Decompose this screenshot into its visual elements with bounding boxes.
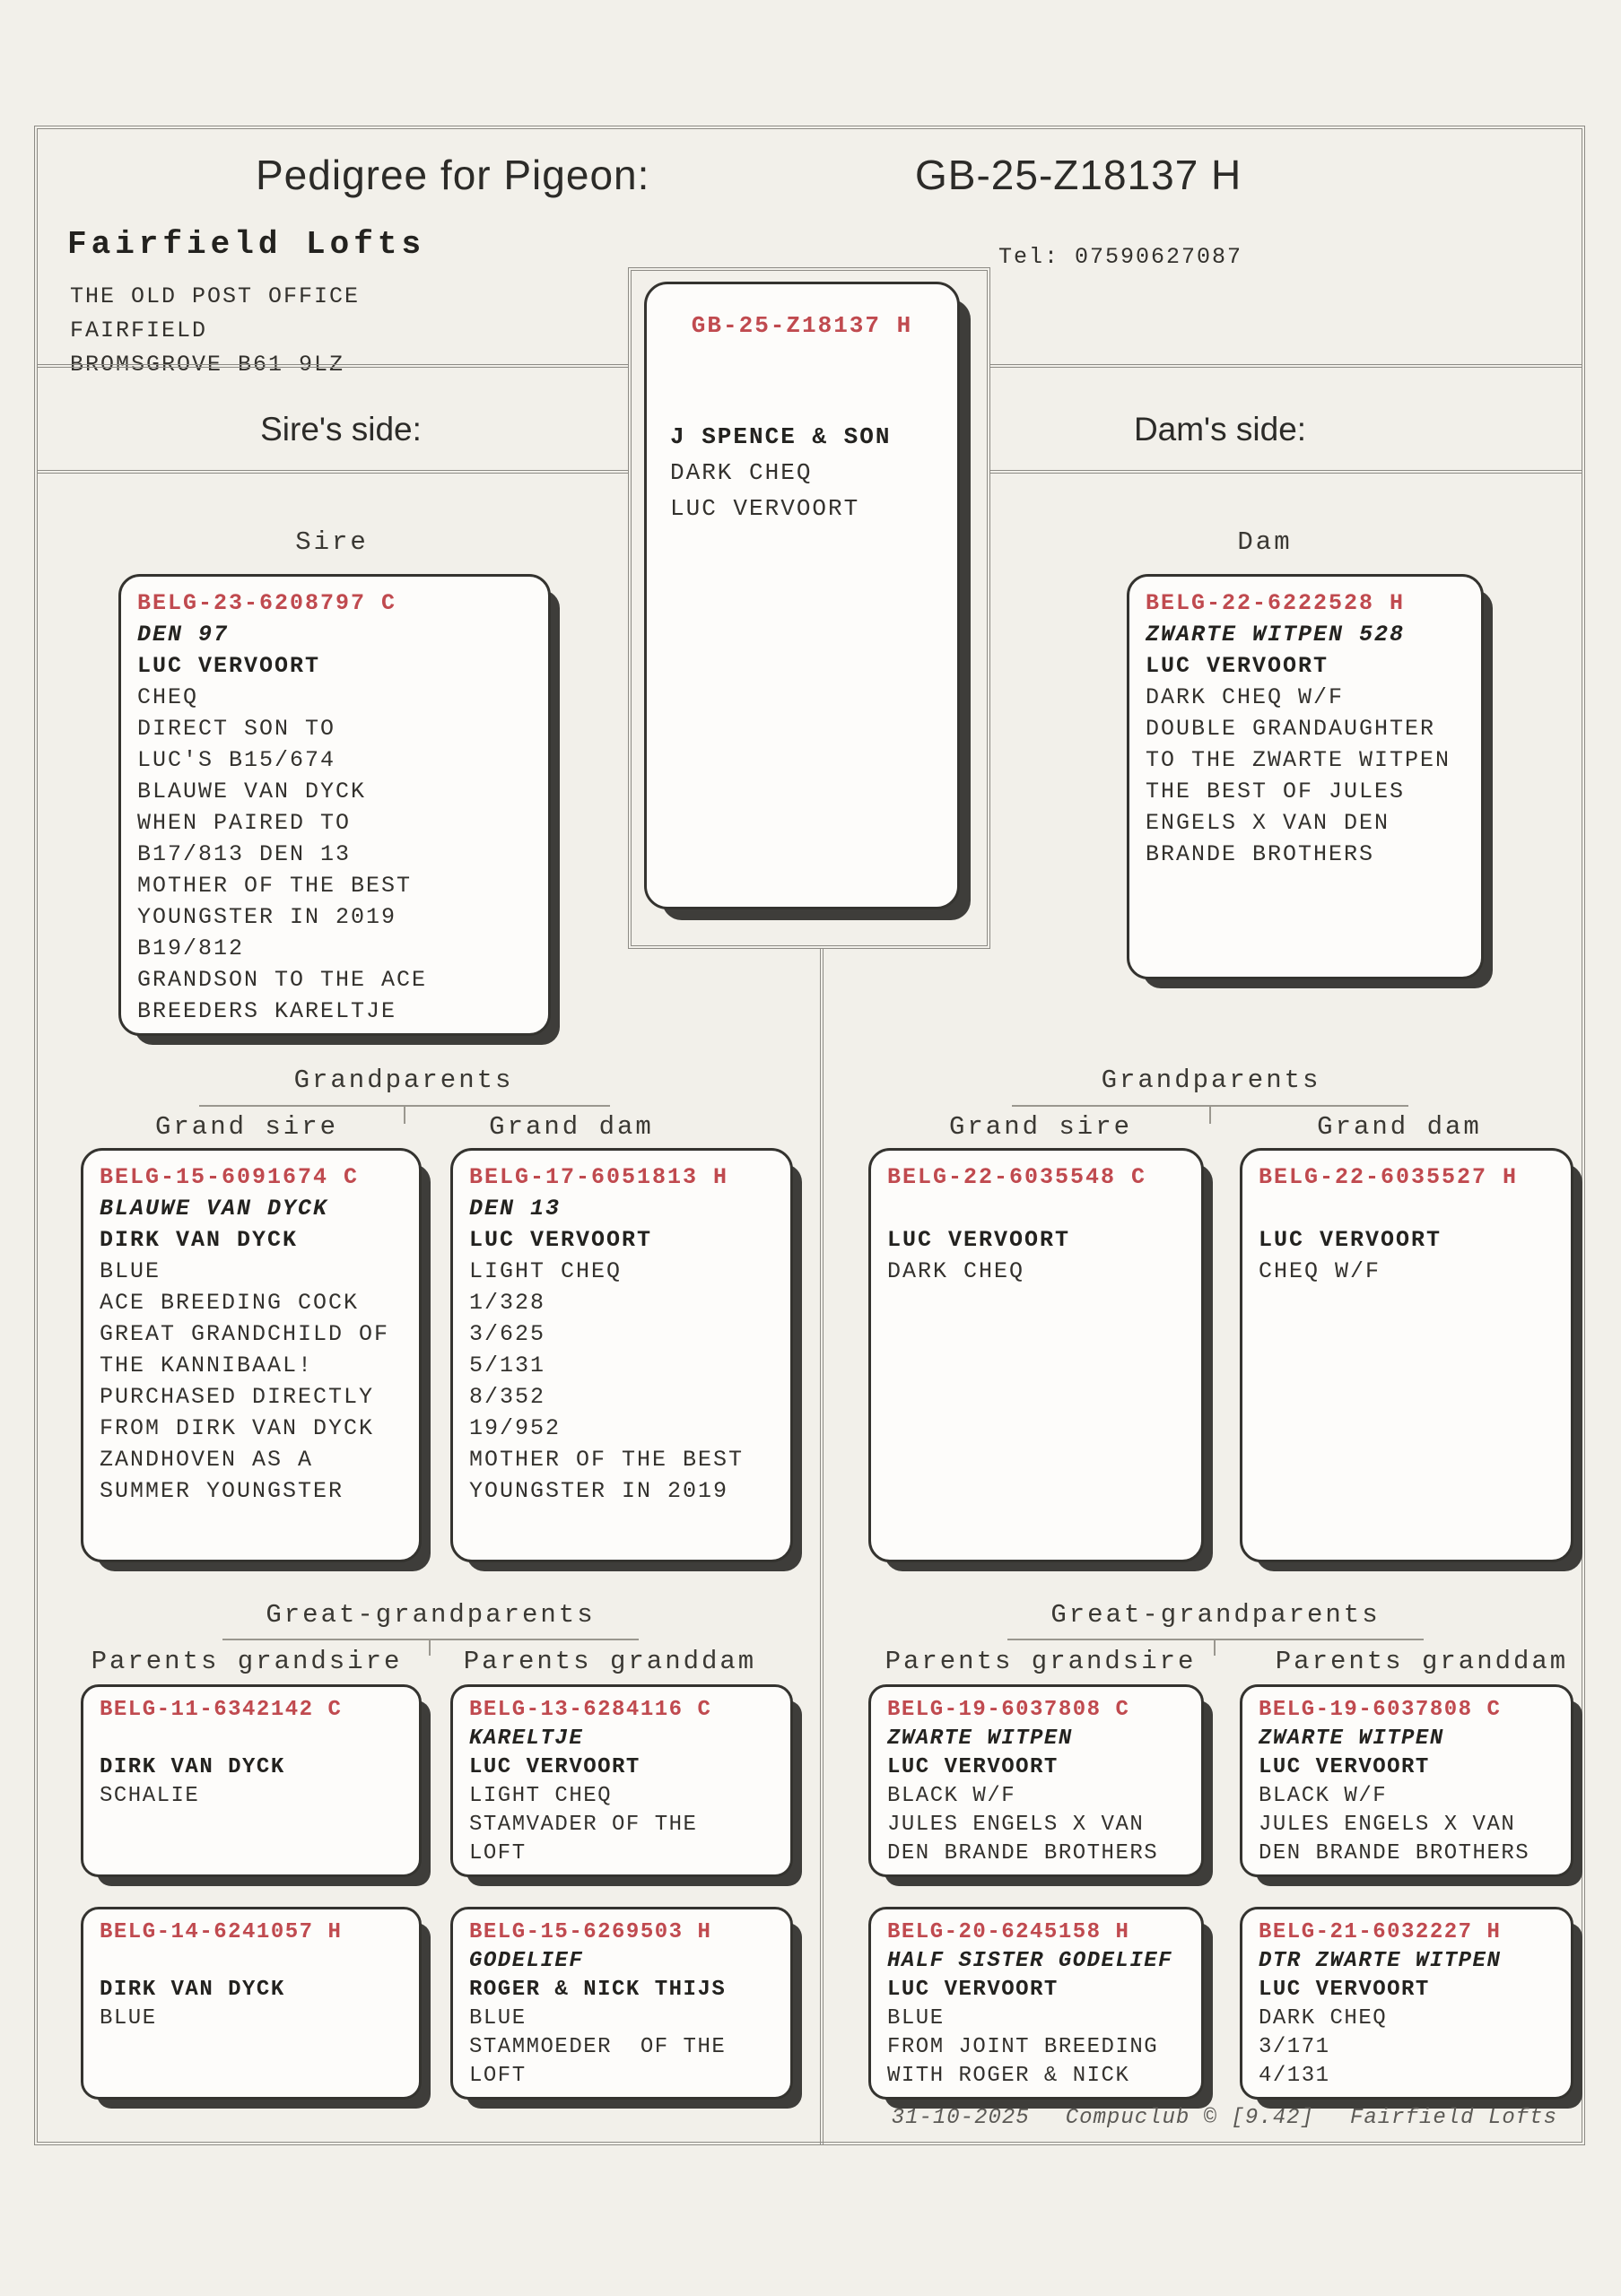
footer-software: Compuclub © [9.42] bbox=[1065, 2106, 1314, 2130]
detail-line: ACE BREEDING COCK bbox=[100, 1290, 360, 1316]
detail-line: THE KANNIBAAL! bbox=[100, 1352, 314, 1378]
sire-grand-dam-label: Grand dam bbox=[489, 1112, 654, 1142]
detail-line: DEN BRANDE BROTHERS bbox=[1259, 1841, 1530, 1866]
detail-line: PURCHASED DIRECTLY bbox=[100, 1384, 375, 1410]
ring-number: BELG-15-6269503 H bbox=[469, 1920, 712, 1944]
subject-card bbox=[644, 282, 960, 909]
pigeon-details bbox=[469, 1782, 774, 1868]
detail-line: BLUE bbox=[100, 1258, 161, 1284]
detail-line: TO THE ZWARTE WITPEN bbox=[1146, 747, 1451, 773]
sire-section-label: Sire bbox=[295, 527, 369, 557]
detail-line: 3/171 bbox=[1259, 2035, 1330, 2059]
detail-line: GREAT GRANDCHILD OF bbox=[100, 1321, 390, 1347]
detail-line: BLUE bbox=[469, 2006, 527, 2031]
detail-line: LOFT bbox=[469, 2064, 527, 2088]
detail-line: SCHALIE bbox=[100, 1784, 200, 1808]
ring-number: BELG-15-6091674 C bbox=[100, 1164, 360, 1190]
sire-grandparents-tick bbox=[404, 1106, 405, 1124]
dam-grand-dam-label: Grand dam bbox=[1317, 1112, 1482, 1142]
dam-grand-sire-card bbox=[868, 1148, 1204, 1562]
sire-parents-grandsire-label: Parents grandsire bbox=[91, 1647, 403, 1676]
ring-number: BELG-17-6051813 H bbox=[469, 1164, 729, 1190]
detail-line: JULES ENGELS X VAN bbox=[1259, 1813, 1516, 1837]
pigeon-name bbox=[1259, 1193, 1555, 1224]
detail-line: BLUE bbox=[887, 2006, 945, 2031]
detail-line: JULES ENGELS X VAN bbox=[887, 1813, 1145, 1837]
detail-line: DIRECT SON TO bbox=[137, 716, 336, 742]
subject-card-frame bbox=[628, 267, 990, 949]
pigeon-details bbox=[100, 1256, 403, 1507]
ring-number: BELG-13-6284116 C bbox=[469, 1698, 712, 1722]
fancier-name: LUC VERVOORT bbox=[1259, 1755, 1430, 1779]
ring-number: BELG-11-6342142 C bbox=[100, 1698, 343, 1722]
detail-line: STAMVADER OF THE bbox=[469, 1813, 698, 1837]
dam-side-label: Dam's side: bbox=[1133, 411, 1307, 448]
detail-line: DARK CHEQ bbox=[670, 459, 813, 486]
sire-ggp-card-4 bbox=[450, 1907, 793, 2100]
fancier-name: LUC VERVOORT bbox=[469, 1227, 653, 1253]
detail-line: WITH ROGER & NICK bbox=[887, 2064, 1130, 2088]
fancier-name: LUC VERVOORT bbox=[1259, 1227, 1442, 1253]
pigeon-details bbox=[1259, 1256, 1555, 1287]
detail-line: DARK CHEQ bbox=[887, 1258, 1025, 1284]
detail-line: BRANDE BROTHERS bbox=[1146, 841, 1375, 867]
dam-great-grandparents-underline bbox=[1007, 1639, 1424, 1640]
detail-line: DEN BRANDE BROTHERS bbox=[887, 1841, 1159, 1866]
detail-line: STAMMOEDER OF THE bbox=[469, 2035, 727, 2059]
detail-line: 4/131 bbox=[1259, 2064, 1330, 2088]
dam-grand-dam-card bbox=[1240, 1148, 1573, 1562]
subject-fancier: J SPENCE & SON bbox=[670, 423, 892, 450]
loft-name: Fairfield Lofts bbox=[67, 226, 426, 263]
pigeon-name: DEN 13 bbox=[469, 1196, 562, 1222]
telephone: Tel: 07590627087 bbox=[998, 244, 1243, 270]
ring-number: BELG-19-6037808 C bbox=[887, 1698, 1130, 1722]
fancier-name: DIRK VAN DYCK bbox=[100, 1227, 299, 1253]
ring-number: BELG-14-6241057 H bbox=[100, 1920, 343, 1944]
dam-great-grandparents-label: Great-grandparents bbox=[1050, 1600, 1381, 1630]
pigeon-name: KARELTJE bbox=[469, 1726, 584, 1751]
sire-grandparents-label: Grandparents bbox=[293, 1065, 514, 1095]
detail-line: GRANDSON TO THE ACE bbox=[137, 967, 428, 993]
fancier-name: LUC VERVOORT bbox=[887, 1755, 1059, 1779]
dam-grand-sire-label: Grand sire bbox=[948, 1112, 1133, 1142]
detail-line: YOUNGSTER IN 2019 bbox=[137, 904, 397, 930]
sire-ggp-card-3 bbox=[81, 1907, 422, 2100]
detail-line: THE BEST OF JULES bbox=[1146, 778, 1406, 804]
pigeon-details bbox=[469, 2005, 774, 2091]
detail-line: BLACK W/F bbox=[887, 1784, 1016, 1808]
dam-parents-granddam-label: Parents granddam bbox=[1275, 1647, 1569, 1676]
detail-line: B19/812 bbox=[137, 935, 245, 961]
pigeon-name: ZWARTE WITPEN 528 bbox=[1146, 622, 1406, 648]
fancier-name: LUC VERVOORT bbox=[469, 1755, 641, 1779]
ring-number: BELG-22-6035548 C bbox=[887, 1164, 1147, 1190]
ring-number: BELG-23-6208797 C bbox=[137, 590, 397, 616]
pigeon-name bbox=[887, 1193, 1185, 1224]
fancier-name: DIRK VAN DYCK bbox=[100, 1755, 285, 1779]
detail-line: 1/328 bbox=[469, 1290, 546, 1316]
sire-great-grandparents-label: Great-grandparents bbox=[266, 1600, 596, 1630]
detail-line: FROM DIRK VAN DYCK bbox=[100, 1415, 375, 1441]
fancier-name: LUC VERVOORT bbox=[887, 1978, 1059, 2002]
footer-loft: Fairfield Lofts bbox=[1349, 2106, 1557, 2130]
document-footer bbox=[807, 2106, 1570, 2130]
fancier-name: LUC VERVOORT bbox=[1259, 1978, 1430, 2002]
detail-line: LOFT bbox=[469, 1841, 527, 1866]
pigeon-details bbox=[887, 1782, 1185, 1868]
detail-line: CHEQ W/F bbox=[1259, 1258, 1381, 1284]
fancier-name: DIRK VAN DYCK bbox=[100, 1978, 285, 2002]
detail-line: CHEQ bbox=[137, 684, 199, 710]
dam-ggp-card-1 bbox=[868, 1684, 1204, 1877]
pigeon-details bbox=[887, 2005, 1185, 2091]
sire-card bbox=[118, 574, 551, 1036]
fancier-name: LUC VERVOORT bbox=[887, 1227, 1071, 1253]
pigeon-details bbox=[1146, 682, 1465, 870]
sire-grand-dam-card bbox=[450, 1148, 793, 1562]
dam-ggp-card-4 bbox=[1240, 1907, 1573, 2100]
detail-line: 8/352 bbox=[469, 1384, 546, 1410]
pigeon-name bbox=[100, 1725, 403, 1753]
fancier-name: LUC VERVOORT bbox=[1146, 653, 1329, 679]
dam-parents-grandsire-label: Parents grandsire bbox=[885, 1647, 1197, 1676]
pigeon-details bbox=[100, 1782, 403, 1811]
dam-ggp-card-3 bbox=[868, 1907, 1204, 2100]
pigeon-name bbox=[100, 1947, 403, 1976]
ring-number: BELG-20-6245158 H bbox=[887, 1920, 1130, 1944]
pigeon-details bbox=[887, 1256, 1185, 1287]
detail-line: ENGELS X VAN DEN bbox=[1146, 810, 1390, 836]
sire-parents-granddam-label: Parents granddam bbox=[463, 1647, 757, 1676]
pigeon-details bbox=[100, 2005, 403, 2033]
pigeon-name: ZWARTE WITPEN bbox=[887, 1726, 1073, 1751]
subject-ring-number: GB-25-Z18137 H bbox=[691, 312, 913, 339]
detail-line: 3/625 bbox=[469, 1321, 546, 1347]
sire-side-label: Sire's side: bbox=[260, 411, 422, 448]
detail-line: WHEN PAIRED TO bbox=[137, 810, 352, 836]
dam-section-label: Dam bbox=[1237, 527, 1293, 557]
sire-grand-sire-card bbox=[81, 1148, 422, 1562]
dam-grandparents-tick bbox=[1209, 1106, 1211, 1124]
detail-line: DOUBLE GRANDAUGHTER bbox=[1146, 716, 1436, 742]
pigeon-name: DTR ZWARTE WITPEN bbox=[1259, 1949, 1502, 1973]
detail-line: 19/952 bbox=[469, 1415, 562, 1441]
detail-line: YOUNGSTER IN 2019 bbox=[469, 1478, 729, 1504]
detail-line: B17/813 DEN 13 bbox=[137, 841, 352, 867]
detail-line: MOTHER OF THE BEST bbox=[137, 873, 413, 899]
dam-grandparents-label: Grandparents bbox=[1101, 1065, 1321, 1095]
pigeon-name: ZWARTE WITPEN bbox=[1259, 1726, 1444, 1751]
dam-card bbox=[1127, 574, 1484, 979]
footer-date: 31-10-2025 bbox=[891, 2106, 1030, 2130]
sire-ggp-card-2 bbox=[450, 1684, 793, 1877]
detail-line: BLACK W/F bbox=[1259, 1784, 1388, 1808]
fancier-name: LUC VERVOORT bbox=[137, 653, 321, 679]
pigeon-details bbox=[1259, 2005, 1555, 2091]
detail-line: LUC VERVOORT bbox=[670, 495, 860, 522]
detail-line: BLUE bbox=[100, 2006, 157, 2031]
pigeon-name: BLAUWE VAN DYCK bbox=[100, 1196, 329, 1222]
pigeon-name: DEN 97 bbox=[137, 622, 230, 648]
address-line-3: BROMSGROVE B61 9LZ bbox=[70, 352, 345, 378]
pigeon-details bbox=[137, 682, 532, 1027]
detail-line: BLAUWE VAN DYCK bbox=[137, 778, 367, 804]
dam-ggp-card-2 bbox=[1240, 1684, 1573, 1877]
detail-line: LIGHT CHEQ bbox=[469, 1784, 613, 1808]
detail-line: DARK CHEQ W/F bbox=[1146, 684, 1345, 710]
ring-number: BELG-19-6037808 C bbox=[1259, 1698, 1502, 1722]
address-line-2: FAIRFIELD bbox=[70, 317, 208, 344]
sire-grand-sire-label: Grand sire bbox=[154, 1112, 339, 1142]
detail-line: 5/131 bbox=[469, 1352, 546, 1378]
dam-great-grandparents-tick bbox=[1214, 1639, 1216, 1656]
subject-details bbox=[670, 455, 957, 526]
fancier-name: ROGER & NICK THIJS bbox=[469, 1978, 727, 2002]
detail-line: MOTHER OF THE BEST bbox=[469, 1447, 745, 1473]
detail-line: LUC'S B15/674 bbox=[137, 747, 336, 773]
pigeon-details bbox=[1259, 1782, 1555, 1868]
ring-number: BELG-22-6035527 H bbox=[1259, 1164, 1519, 1190]
sire-great-grandparents-tick bbox=[429, 1639, 431, 1656]
detail-line: LIGHT CHEQ bbox=[469, 1258, 623, 1284]
detail-line: ZANDHOVEN AS A bbox=[100, 1447, 314, 1473]
address-line-1: THE OLD POST OFFICE bbox=[70, 283, 361, 309]
page-title-ring-number: GB-25-Z18137 H bbox=[915, 152, 1242, 198]
detail-line: BREEDERS KARELTJE bbox=[137, 998, 397, 1024]
detail-line: DARK CHEQ bbox=[1259, 2006, 1388, 2031]
pigeon-details bbox=[469, 1256, 774, 1507]
sire-ggp-card-1 bbox=[81, 1684, 422, 1877]
detail-line: SUMMER YOUNGSTER bbox=[100, 1478, 344, 1504]
sire-great-grandparents-underline bbox=[222, 1639, 639, 1640]
ring-number: BELG-22-6222528 H bbox=[1146, 590, 1406, 616]
pigeon-name: GODELIEF bbox=[469, 1949, 584, 1973]
pigeon-name: HALF SISTER GODELIEF bbox=[887, 1949, 1173, 1973]
detail-line: FROM JOINT BREEDING bbox=[887, 2035, 1159, 2059]
ring-number: BELG-21-6032227 H bbox=[1259, 1920, 1502, 1944]
page-title: Pedigree for Pigeon: bbox=[256, 152, 650, 198]
